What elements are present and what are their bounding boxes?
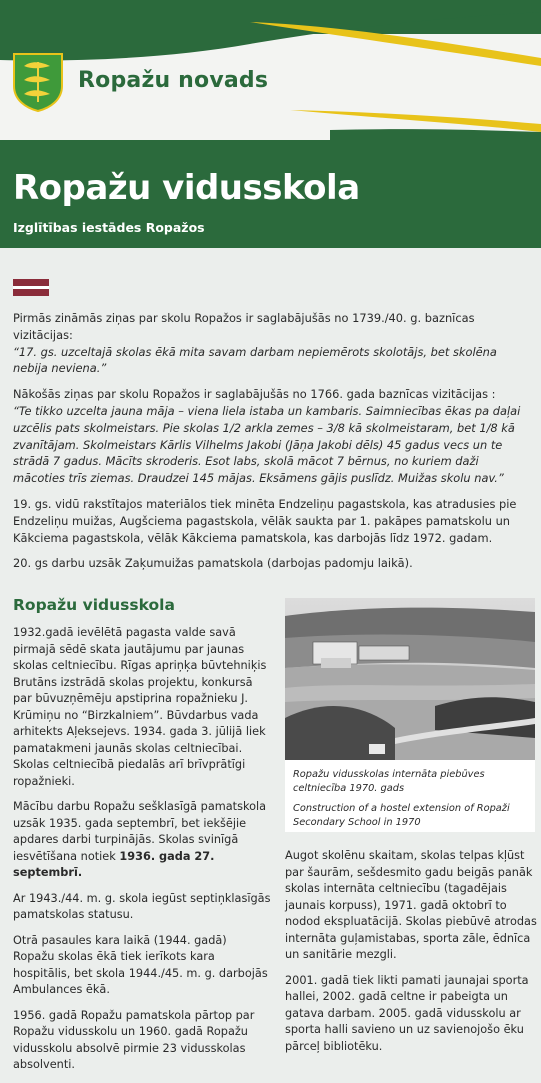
intro-quote: “Te tikko uzcelta jauna māja – viena liela istaba un kambaris. Saimniecības ēkas pa daļai uzcēlis pats skolmeistars. Pie skolas 1/2 arkla zemes – 3/8 kā skolmeistaram, bet 1/8 kā zvanītājam. Skolmeistars Kārlis Vilhelms Jakobi (Jāņa Jakobi dēls) 45 gadus vecs un te strādā 7 gadus. Mācīts skroderis. Esot labs, skolā mācot 7 bērnus, no kuriem daži mācoties trīs ziemas. Draudzei 145 mājas. Eksāmens gājis puslīdz. Muižas skolu nav.” — [13, 403, 521, 486]
hero-banner — [0, 140, 541, 248]
section-paragraph: Otrā pasaules kara laikā (1944. gadā) Ropažu skolas ēkā tiek ierīkots kara hospitālis, bet skola 1944./45. m. g. darbojās Ambulances ēkā. — [13, 933, 268, 996]
intro-quote: “17. gs. uzceltajā skolas ēkā mita savam darbam nepiemērots skolotājs, bet skolēna nebija neviena.” — [13, 344, 497, 376]
intro-paragraph: 20. gs darbu uzsāk Zaķumuižas pamatskola (darbojas padomju laikā). — [13, 556, 413, 571]
intro-paragraph — [13, 386, 533, 487]
intro-paragraph: 19. gs. vidū rakstītajos materiālos tiek minēta Endzeliņu pagastskola, kas atradusies pie Endzeliņu muižas, Augšciema pagastskola, vēlāk saukta par 1. pakāpes pamatskolu un Kākciema pagastskola, vēlāk Kākciema pamatskola, kas darbojās līdz 1972. gadam. — [13, 496, 517, 545]
section-paragraph: 2001. gadā tiek likti pamati jaunajai sporta hallei, 2002. gadā celtne ir pabeigta un gatava darbam. 2005. gadā vidusskolu ar sporta halli savieno un uz savienojošo ēku pārceļ bibliotēku. — [285, 973, 529, 1053]
intro-paragraph — [13, 310, 533, 377]
intro-text — [13, 310, 533, 581]
section-paragraph: 1932.gadā ievēlētā pagasta valde savā pirmajā sēdē skata jautājumu par jaunas skolas celtniecību. Rīgas apriņķa būvtehniķis Brutāns izstrādā skolas projektu, konkursā par būvuzņēmēju apstiprina ropažnieku J. Krūmiņu no “Birzkalniem”. Būvdarbus vada arhitekts Aļeksejevs. 1934. gada 3. jūlijā liek pamatakmeni jaunās skolas celtniecībai. Skolas celtniecībā piedalās arī brīvprātīgi ropažnieki. — [13, 626, 267, 788]
historic-photo — [285, 598, 535, 760]
header — [0, 0, 541, 140]
caption-latvian: Ropažu vidusskolas internāta piebūves celtniecība 1970. gads — [293, 769, 485, 794]
section-paragraph: Augot skolēnu skaitam, skolas telpas kļūst par šaurām, sešdesmito gadu beigās panāk skolas internāta celtniecību (tagadējais jaunais korpuss), 1971. gadā oktobrī to nodod ekspluatācijā. Skolas piebūvē atrodas internāta guļamistabas, sporta zāle, ēdnīca un sanitārie mezgli. — [285, 849, 537, 961]
section-paragraph — [13, 799, 271, 882]
intro-text-line: Pirmās zināmās ziņas par skolu Ropažos ir saglabājušās no 1739./40. g. baznīcas vizitācijas: — [13, 311, 475, 342]
section-paragraph: Ar 1943./44. m. g. skola iegūst septiņklasīgās pamatskolas statusu. — [13, 891, 271, 921]
caption-english: Construction of a hostel extension of Ropaži Secondary School in 1970 — [293, 803, 510, 828]
section-bold-date: 1936. gada 27. septembrī. — [13, 849, 215, 879]
intro-text-line: Nākošās ziņas par skolu Ropažos ir saglabājušās no 1766. gada baznīcas vizitācijas : — [13, 387, 496, 402]
section-paragraph: 1956. gadā Ropažu pamatskola pārtop par Ropažu vidusskolu un 1960. gadā Ropažu vidusskolu absolvē pirmie 23 vidusskolas absolventi. — [13, 1008, 255, 1071]
section-text: Mācību darbu Ropažu sešklasīgā pamatskola uzsāk 1935. gada septembrī, bet iekšējie apdares darbi turpinājās. Skolas svinīgā iesvētīšana notiek — [13, 800, 267, 863]
page-title: Ropažu vidusskola — [13, 168, 360, 208]
brand-name: Ropažu novads — [78, 68, 269, 93]
latvian-flag-icon — [13, 279, 49, 296]
section-column-right — [285, 848, 537, 1064]
page-subtitle: Izglītības iestādes Ropažos — [13, 220, 205, 235]
photo-caption — [285, 760, 535, 832]
section-title: Ropažu vidusskola — [13, 596, 175, 614]
coat-of-arms-icon — [12, 52, 64, 112]
section-column-left — [13, 625, 271, 1083]
